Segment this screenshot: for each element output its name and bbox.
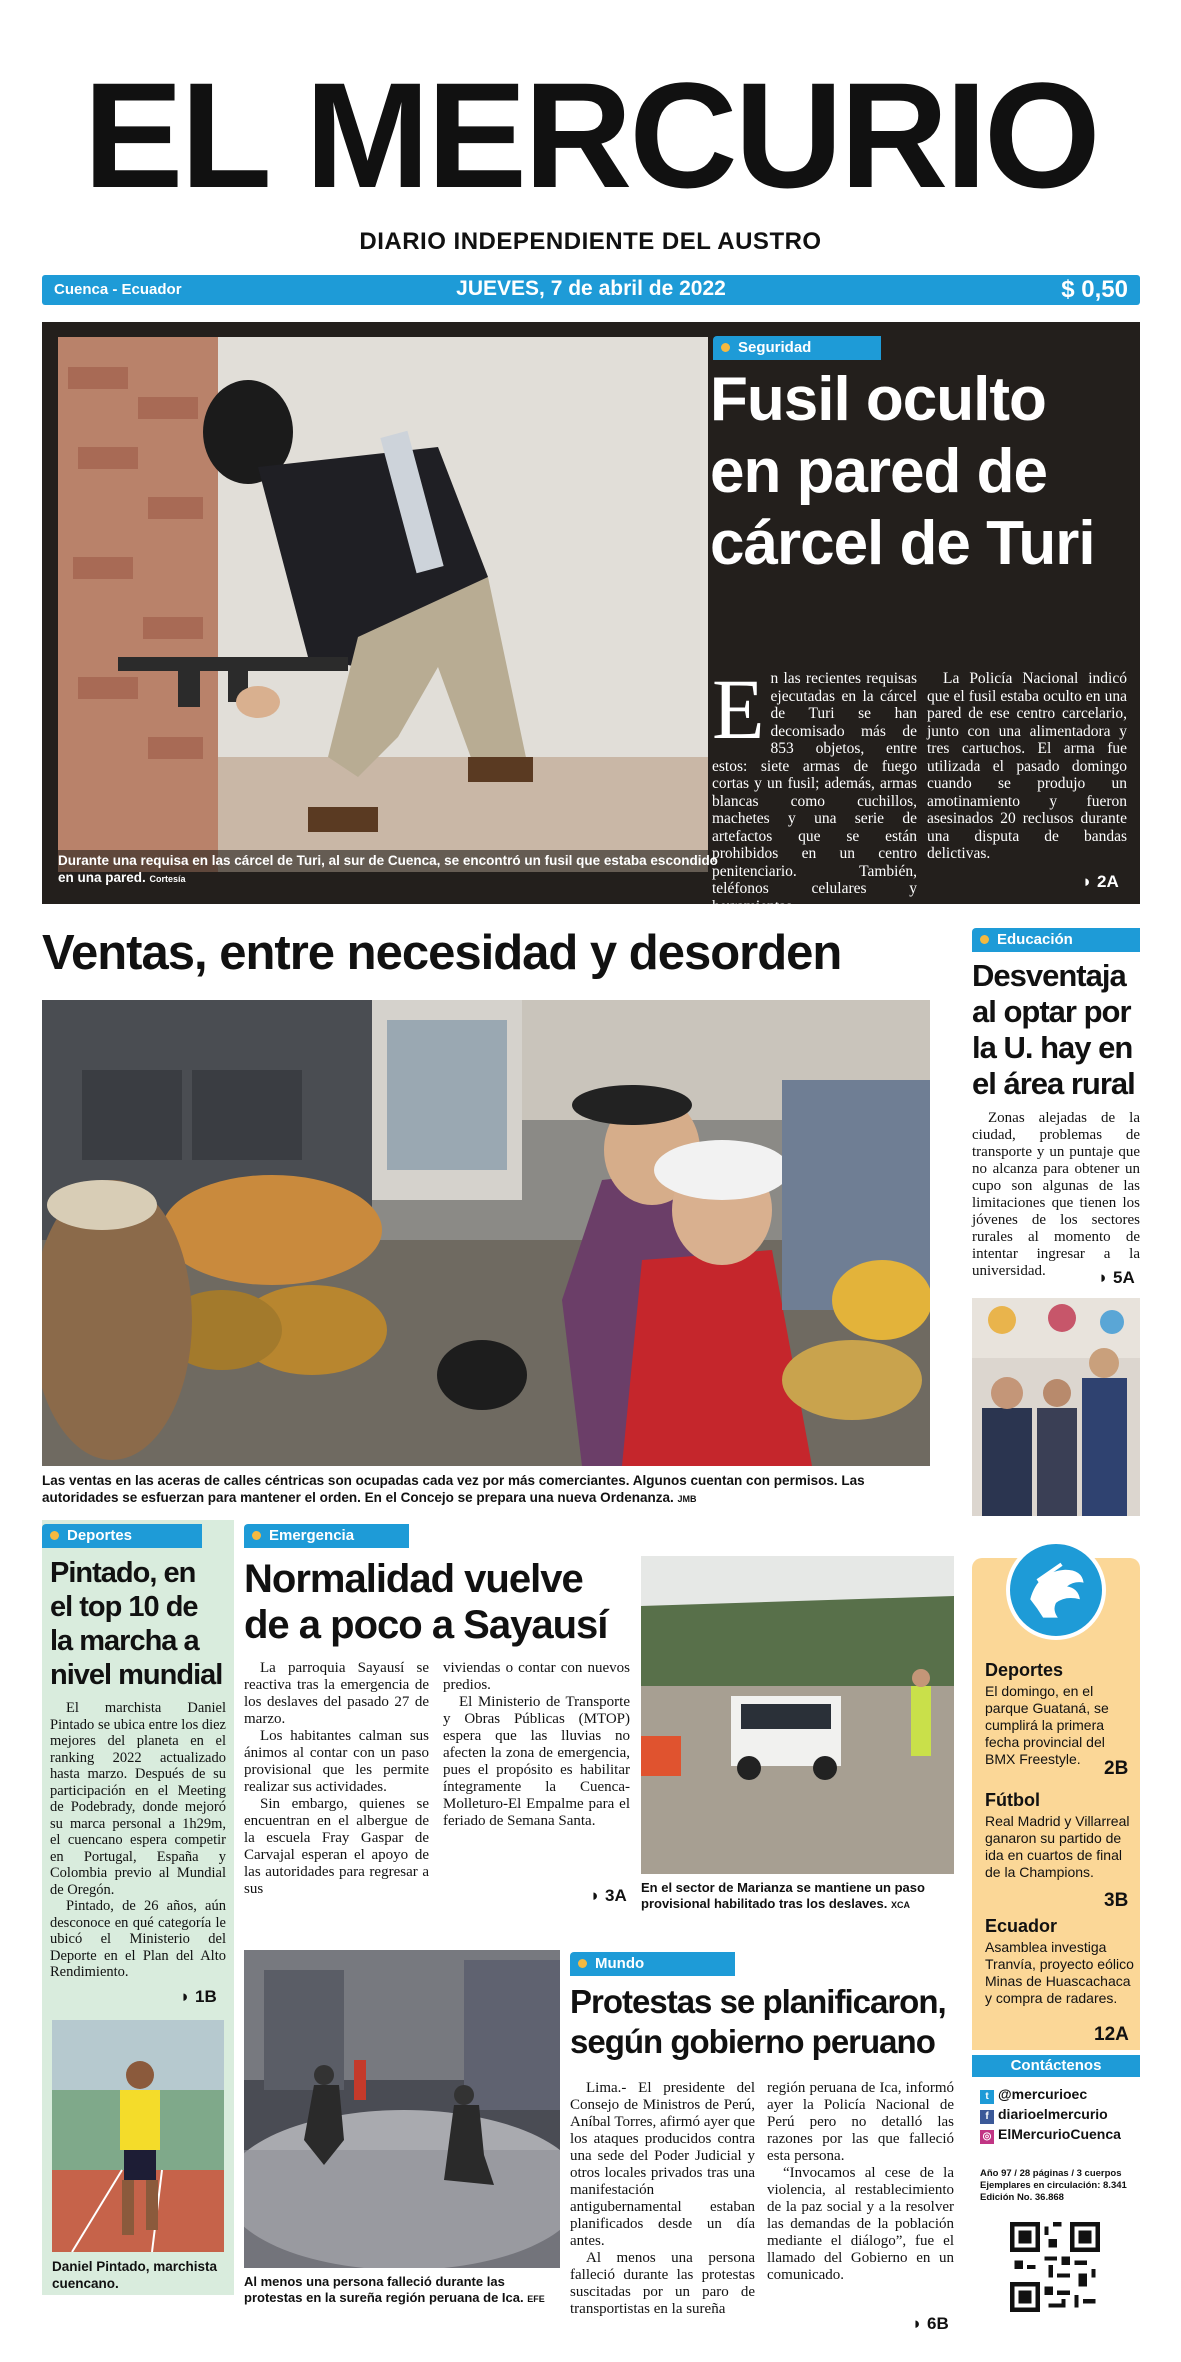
edition-info-line: Edición No. 36.868 [980, 2192, 1064, 2203]
educacion-headline-line: la U. hay en [972, 1030, 1133, 1065]
sidebar-item-page: 12A [1094, 2024, 1129, 2045]
social-links [980, 2084, 1140, 2144]
mundo-body-col2 [767, 2080, 954, 2284]
edition-info-line: Ejemplares en circulación: 8.341 [980, 2180, 1127, 2191]
lead-jump: ◗ 2A [1082, 872, 1119, 891]
mundo-caption-credit: EFE [527, 2294, 545, 2304]
ventas-caption-text: Las ventas en las aceras de calles céntricas son ocupadas cada vez por más comerciantes. Algunos cuentan con permisos. Las autoridades se esfuerzan para mantener el orden. En el Concejo se prepara una nueva Ordenanza. [42, 1473, 865, 1505]
deportes-section-label [42, 1524, 202, 1548]
sidebar-item-title: Deportes [985, 1660, 1064, 1680]
educacion-headline [972, 958, 1152, 1102]
masthead-subtitle: DIARIO INDEPENDIENTE DEL AUSTRO [359, 228, 822, 255]
emergencia-jump-page: 3A [605, 1886, 627, 1905]
deportes-body [50, 1700, 226, 1981]
lead-body-col2 [927, 670, 1127, 863]
dateline-city: Cuenca - Ecuador [54, 281, 182, 298]
dateline-date: JUEVES, 7 de abril de 2022 [456, 277, 726, 300]
deportes-headline-line: nivel mundial [50, 1659, 223, 1691]
educacion-headline-line: al optar por [972, 994, 1131, 1029]
lead-section-text: Seguridad [738, 339, 812, 356]
edition-info-line: Año 97 / 28 páginas / 3 cuerpos [980, 2168, 1122, 2179]
educacion-section-label [972, 928, 1140, 952]
section-dot-icon [578, 1959, 587, 1968]
mundo-headline [570, 1982, 960, 2062]
emergencia-headline-line: Normalidad vuelve [244, 1557, 583, 1601]
section-dot-icon [721, 343, 730, 352]
instagram-handle: ElMercurioCuenca [998, 2126, 1121, 2142]
deportes-body-text: El marchista Daniel Pintado se ubica entre los diez mejores del planeta en el ranking 2022 actualizado hasta marzo. Después de su participación en el Meeting de Podebrady, donde mejoró su marca personal a 1h29m, el cuencano espera competir en Portugal, España y Colombia previo al Mundial de Oregón. [50, 1700, 226, 1898]
lead-headline-line: cárcel de Turi [710, 509, 1095, 578]
qr-code-icon[interactable] [1010, 2222, 1100, 2312]
educacion-jump-page: 5A [1113, 1268, 1135, 1287]
ventas-headline: Ventas, entre necesidad y desorden [42, 926, 842, 980]
twitter-icon: t [980, 2090, 994, 2104]
mundo-body-text: Lima.- El presidente del Consejo de Ministros de Perú, Aníbal Torres, afirmó ayer que los ataques producidos contra una sede del Poder Judicial y otros locales privados tras una manifestación antigubernamental estaban planificados desde un día antes. [570, 2080, 755, 2249]
mundo-body-col1 [570, 2080, 755, 2318]
mundo-photo [244, 1950, 560, 2268]
lead-jump-page: 2A [1097, 872, 1119, 891]
emergencia-caption [641, 1880, 961, 1913]
lead-body-col1 [712, 661, 917, 915]
emergencia-headline-line: de a poco a Sayausí [244, 1603, 608, 1647]
emergencia-body-col2 [443, 1660, 630, 1830]
facebook-link[interactable] [980, 2104, 1140, 2124]
section-dot-icon [980, 935, 989, 944]
facebook-handle: diarioelmercurio [998, 2106, 1108, 2122]
sidebar-item-title: Ecuador [985, 1916, 1058, 1936]
instagram-link[interactable] [980, 2124, 1140, 2144]
contact-title: Contáctenos [972, 2055, 1140, 2077]
emergencia-body-text: Sin embargo, quienes se encuentran en el albergue de la escuela Fray Gaspar de Carvajal esperan el apoyo de las autoridades para regresar a sus [244, 1796, 429, 1897]
emergencia-body-text: Los habitantes calman sus ánimos al contar con un paso provisional que les permite realizar sus actividades. [244, 1728, 429, 1795]
masthead-title: EL MERCURIO [83, 51, 1098, 219]
deportes-body-text: Pintado, de 26 años, aún desconoce en qué categoría le ubicó el Ministerio del Deporte en el Plan del Alto Rendimiento. [50, 1898, 226, 1980]
emergencia-photo [641, 1556, 954, 1874]
educacion-jump: ◗ 5A [1098, 1268, 1135, 1287]
deportes-jump: ◗ 1B [180, 1987, 217, 2006]
section-dot-icon [252, 1531, 261, 1540]
lead-caption-text: Durante una requisa en las cárcel de Turi, al sur de Cuenca, se encontró un fusil que estaba escondido en una pared. [58, 853, 718, 885]
mundo-jump-page: 6B [927, 2314, 949, 2333]
sidebar-item-page: 3B [1104, 1890, 1129, 1911]
lead-photo [58, 337, 708, 872]
facebook-icon: f [980, 2110, 994, 2124]
mundo-headline-line: Protestas se planificaron, [570, 1983, 946, 2020]
dateline-bar [42, 275, 1140, 305]
deportes-jump-page: 1B [195, 1987, 217, 2006]
deportes-headline [50, 1556, 235, 1692]
deportes-headline-line: la marcha a [50, 1625, 199, 1657]
lead-caption-credit: Cortesía [149, 874, 186, 884]
mundo-headline-line: según gobierno peruano [570, 2023, 935, 2060]
mundo-section-text: Mundo [595, 1955, 645, 1972]
emergencia-headline [244, 1556, 634, 1648]
emergencia-caption-credit: XCA [890, 1900, 910, 1910]
section-dot-icon [50, 1531, 59, 1540]
deportes-headline-line: el top 10 de [50, 1591, 198, 1623]
lead-body-text: La Policía Nacional indicó que el fusil estaba oculto en una pared de ese centro carcelario, junto con una alimentadora y tres cartuchos. El arma fue utilizada el pasado domingo cuando se produjo un amotinamiento y fueron asesinados 20 reclusos durante una disputa de bandas delictivas. [927, 670, 1127, 862]
educacion-headline-line: el área rural [972, 1066, 1135, 1101]
mundo-body-text: región peruana de Ica, informó ayer la Policía Nacional de Perú pero no detalló las razones por las que falleció esta persona. [767, 2080, 954, 2164]
sidebar-item[interactable] [985, 1916, 1135, 2007]
instagram-icon: ◎ [980, 2130, 994, 2144]
lead-headline-line: Fusil oculto [710, 365, 1046, 434]
twitter-handle: @mercurioec [998, 2086, 1088, 2102]
emergencia-jump: ◗ 3A [590, 1886, 627, 1905]
lead-body-text: n las recientes requisas ejecutadas en la cárcel de Turi se han decomisado más de 853 objetos, entre estos: siete armas de fuego cortas y un fusil; además, armas blancas como cuchillos, machetes y una serie de artefactos que se están prohibidos en un centro penitenciario. También, teléfonos celulares y herramientas. [712, 670, 917, 915]
emergencia-caption-text: En el sector de Marianza se mantiene un paso provisional habilitado tras los deslaves. [641, 1880, 925, 1911]
lead-section-label [713, 336, 881, 360]
sidebar-item-text: El domingo, en el parque Guataná, se cumplirá la primera fecha provincial del BMX Freestyle. [985, 1683, 1109, 1767]
deportes-caption: Daniel Pintado, marchista cuencano. [52, 2259, 218, 2291]
lead-headline-line: en pared de [710, 437, 1047, 506]
ventas-photo [42, 1000, 930, 1466]
lead-story [42, 322, 1140, 915]
emergencia-body-text: viviendas o contar con nuevos predios. [443, 1660, 630, 1693]
mundo-body-text: Al menos una persona falleció durante las protestas suscitadas por un paro de transportistas en la sureña [570, 2250, 755, 2317]
lead-headline [710, 364, 1130, 580]
ventas-caption-credit: JMB [677, 1494, 697, 1504]
educacion-headline-line: Desventaja [972, 958, 1126, 993]
lead-dropcap: E [712, 661, 765, 757]
mundo-caption-text: Al menos una persona falleció durante las protestas en la sureña región peruana de Ica. [244, 2274, 524, 2305]
sidebar-item[interactable] [985, 1660, 1135, 1768]
sidebar-item[interactable] [985, 1790, 1135, 1881]
sidebar-item-page: 2B [1104, 1758, 1129, 1779]
educacion-photo [972, 1298, 1140, 1516]
mundo-jump: ◗ 6B [912, 2314, 949, 2333]
deportes-section-text: Deportes [67, 1527, 133, 1544]
educacion-body-text: Zonas alejadas de la ciudad, problemas de transporte y un puntaje que no alcanza para obtener un cupo son algunas de las limitaciones que tienen los jóvenes de los sectores rurales al momento de intentar ingresar a la universidad. [972, 1110, 1140, 1279]
educacion-body [972, 1110, 1140, 1280]
emergencia-body-text: La parroquia Sayausí se reactiva tras la emergencia de los deslaves del pasado 27 de marzo. [244, 1660, 429, 1727]
mercury-logo-icon [1006, 1540, 1106, 1640]
dateline-price: $ 0,50 [1061, 276, 1128, 303]
deportes-headline-line: Pintado, en [50, 1557, 196, 1589]
emergencia-section-label [244, 1524, 409, 1548]
emergencia-section-text: Emergencia [269, 1527, 355, 1544]
emergencia-body-text: El Ministerio de Transporte y Obras Públicas (MTOP) espera que las lluvias no afecten la zona de emergencia, pues el propósito es habilitar íntegramente la Cuenca-Molleturo-El Empalme para el feriado de Semana Santa. [443, 1694, 630, 1829]
educacion-section-text: Educación [997, 931, 1073, 948]
sidebar-item-text: Real Madrid y Villarreal ganaron su partido de ida en cuartos de final de la Champions. [985, 1813, 1130, 1880]
mundo-section-label [570, 1952, 735, 1976]
edition-info [980, 2168, 1140, 2204]
twitter-link[interactable] [980, 2084, 1140, 2104]
lead-caption [58, 850, 718, 890]
ventas-caption [42, 1472, 930, 1508]
mundo-body-text: “Invocamos al cese de la violencia, al restablecimiento de la paz social y a la resolver las demandas de la población mediante el diálogo”, fue el llamado del Gobierno en un comunicado. [767, 2165, 954, 2283]
mundo-caption [244, 2274, 560, 2307]
deportes-photo [52, 2020, 224, 2252]
emergencia-body-col1 [244, 1660, 429, 1898]
sidebar-item-text: Asamblea investiga Tranvía, proyecto eólico Minas de Huascachaca y compra de radares. [985, 1939, 1134, 2006]
sidebar-item-title: Fútbol [985, 1790, 1040, 1810]
